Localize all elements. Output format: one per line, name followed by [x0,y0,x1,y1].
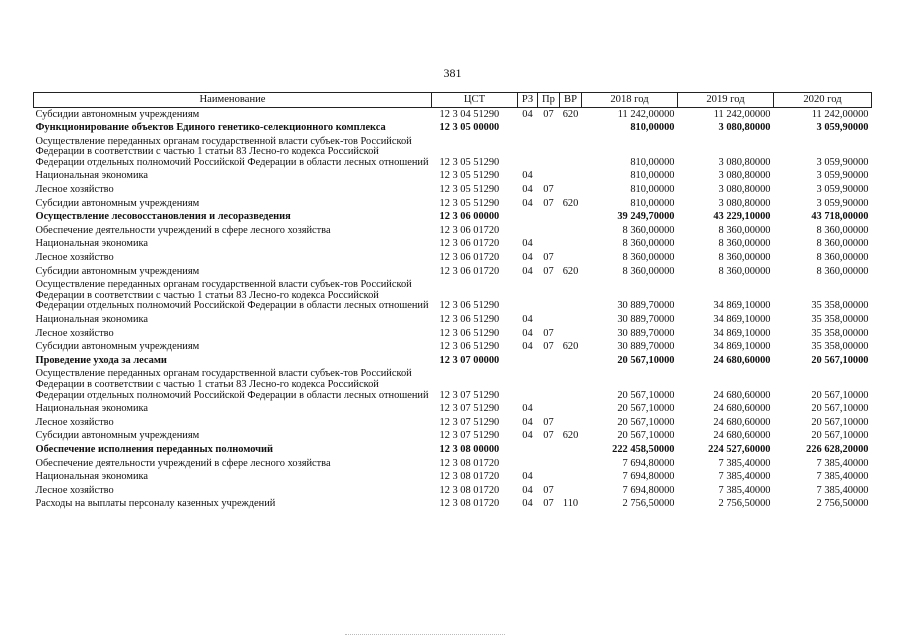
cell-rz [518,135,538,170]
cell-name: Субсидии автономным учреждениям [35,197,200,209]
cell-pr [538,211,560,225]
cell-2018: 39 249,70000 [617,211,675,223]
cell-rz: 04 [522,341,533,353]
cell-2019: 8 360,00000 [718,252,771,264]
page-number: 381 [443,66,462,80]
cell-pr [538,443,560,457]
cell-vr [560,184,582,198]
table-row [34,184,872,198]
cell-name: Функционирование объектов Единого генетико-селекционного комплекса [35,122,386,134]
cell-pr: 07 [543,265,554,277]
cell-2018: 7 694,80000 [622,484,675,496]
cell-2019: 24 680,60000 [713,389,771,401]
cell-vr: 620 [562,265,579,277]
cell-name: Субсидии автономным учреждениям [35,265,200,277]
cell-name: Лесное хозяйство [35,484,114,496]
cell-name: Осуществление переданных органам государственной власти субъек-тов Российской Федерации в соответствии с частью 1 статьи 83 Лесно-го кодекса Российской Федерации отдельных полномочий Российской Федерации в области лесных отношений [35,135,429,168]
cell-pr [538,457,560,471]
table-row [34,197,872,211]
cell-vr [560,484,582,498]
cell-2018: 20 567,10000 [617,389,675,401]
table-row [34,314,872,328]
cell-2018: 7 694,80000 [622,457,675,469]
cell-2018: 20 567,10000 [617,416,675,428]
cell-2020: 226 628,20000 [806,443,869,455]
table-row [34,484,872,498]
cell-rz: 04 [522,170,533,182]
cell-pr: 07 [543,416,554,428]
cell-2018: 8 360,00000 [622,265,675,277]
cell-2020: 20 567,10000 [811,416,869,428]
cell-vr [560,122,582,136]
cell-name: Субсидии автономным учреждениям [35,108,200,120]
cell-pr [538,135,560,170]
cell-name: Расходы на выплаты персоналу казенных учреждений [35,498,276,510]
table-body [34,108,872,512]
cell-2020: 3 059,90000 [816,197,869,209]
cell-2020: 3 059,90000 [816,156,869,168]
table-row [34,238,872,252]
cell-cst: 12 3 05 51290 [439,156,500,168]
cell-2020: 8 360,00000 [816,252,869,264]
cell-name: Проведение ухода за лесами [35,354,167,366]
cell-cst: 12 3 05 51290 [439,197,500,209]
cell-rz: 04 [522,471,533,483]
cell-vr [560,471,582,485]
table-header-row [34,93,872,108]
cell-rz: 04 [522,184,533,196]
table-row [34,252,872,266]
cell-rz [518,279,538,314]
cell-2018: 810,00000 [630,122,675,134]
cell-2018: 2 756,50000 [622,498,675,510]
cell-cst: 12 3 06 01720 [439,238,500,250]
cell-2018: 8 360,00000 [622,238,675,250]
cell-rz: 04 [522,416,533,428]
cell-2018: 7 694,80000 [622,471,675,483]
cell-name: Осуществление лесовосстановления и лесоразведения [35,211,291,223]
cell-cst: 12 3 05 00000 [439,122,500,134]
table-row [34,354,872,368]
cell-rz: 04 [522,498,533,510]
budget-table [33,92,872,511]
cell-2019: 34 869,10000 [713,314,771,325]
table-row [34,430,872,444]
cell-vr [560,314,582,328]
table-row [34,265,872,279]
cell-2018: 20 567,10000 [617,430,675,442]
table-row [34,368,872,403]
cell-2020: 11 242,00000 [811,108,869,120]
cell-pr [538,122,560,136]
cell-rz [518,354,538,368]
cell-rz [518,211,538,225]
cell-cst: 12 3 08 00000 [439,443,500,455]
cell-pr: 07 [543,184,554,196]
cell-cst: 12 3 08 01720 [439,457,500,469]
cell-name: Национальная экономика [35,314,149,325]
table-row [34,279,872,314]
cell-2020: 20 567,10000 [811,403,869,415]
cell-pr [538,354,560,368]
cell-2018: 30 889,70000 [617,300,675,312]
cell-vr [560,457,582,471]
cell-2019: 8 360,00000 [718,224,771,236]
cell-vr [560,211,582,225]
cell-pr: 07 [543,252,554,264]
cell-2019: 3 080,80000 [718,184,771,196]
cell-2018: 30 889,70000 [617,314,675,325]
cell-vr [560,224,582,238]
scan-artifact [345,634,505,637]
cell-rz: 04 [522,314,533,325]
cell-2018: 20 567,10000 [617,354,675,366]
cell-vr: 620 [562,341,579,353]
cell-name: Субсидии автономным учреждениям [35,341,200,353]
cell-2020: 8 360,00000 [816,224,869,236]
cell-2019: 8 360,00000 [718,238,771,250]
cell-name: Национальная экономика [35,170,149,182]
cell-name: Обеспечение деятельности учреждений в сфере лесного хозяйства [35,457,331,469]
cell-rz: 04 [522,197,533,209]
cell-name: Лесное хозяйство [35,416,114,428]
cell-2020: 3 059,90000 [816,170,869,182]
cell-vr [560,252,582,266]
cell-2019: 34 869,10000 [713,300,771,312]
cell-2018: 810,00000 [630,156,675,168]
cell-rz: 04 [522,327,533,339]
header-vr: ВР [560,93,582,108]
cell-2020: 20 567,10000 [811,354,869,366]
cell-2019: 3 080,80000 [718,122,771,134]
cell-2018: 810,00000 [630,197,675,209]
cell-cst: 12 3 06 51290 [439,314,500,325]
cell-pr [538,238,560,252]
cell-2019: 7 385,40000 [718,457,771,469]
cell-rz: 04 [522,484,533,496]
cell-2019: 2 756,50000 [718,498,771,510]
table-row [34,122,872,136]
cell-vr [560,135,582,170]
cell-vr [560,403,582,417]
table-row [34,135,872,170]
cell-2019: 24 680,60000 [713,354,771,366]
table-row [34,327,872,341]
cell-cst: 12 3 06 51290 [439,300,500,312]
cell-name: Национальная экономика [35,403,149,415]
cell-vr [560,368,582,403]
table-row [34,416,872,430]
cell-rz [518,443,538,457]
cell-2019: 7 385,40000 [718,471,771,483]
cell-2019: 224 527,60000 [708,443,771,455]
cell-cst: 12 3 06 00000 [439,211,500,223]
cell-rz: 04 [522,108,533,120]
cell-vr: 620 [562,197,579,209]
cell-cst: 12 3 07 00000 [439,354,500,366]
cell-pr: 07 [543,430,554,442]
table-row [34,211,872,225]
cell-2019: 34 869,10000 [713,327,771,339]
cell-name: Лесное хозяйство [35,327,114,339]
cell-2018: 8 360,00000 [622,252,675,264]
cell-2019: 24 680,60000 [713,416,771,428]
cell-2018: 222 458,50000 [612,443,675,455]
cell-name: Обеспечение исполнения переданных полномочий [35,443,273,455]
cell-pr [538,170,560,184]
cell-pr [538,403,560,417]
table-row [34,170,872,184]
cell-pr: 07 [543,327,554,339]
header-rz: РЗ [518,93,538,108]
cell-vr [560,443,582,457]
cell-pr [538,471,560,485]
header-2020: 2020 год [774,93,872,108]
cell-2018: 30 889,70000 [617,341,675,353]
cell-rz [518,457,538,471]
cell-cst: 12 3 06 01720 [439,265,500,277]
cell-pr: 07 [543,108,554,120]
cell-2018: 20 567,10000 [617,403,675,415]
cell-rz: 04 [522,403,533,415]
cell-vr [560,170,582,184]
cell-vr: 620 [562,430,579,442]
cell-vr [560,238,582,252]
header-name: Наименование [34,93,432,108]
cell-cst: 12 3 08 01720 [439,471,500,483]
cell-vr [560,279,582,314]
cell-2019: 24 680,60000 [713,403,771,415]
cell-cst: 12 3 07 51290 [439,416,500,428]
cell-2019: 43 229,10000 [713,211,771,223]
cell-2020: 43 718,00000 [811,211,869,223]
cell-2019: 3 080,80000 [718,170,771,182]
cell-rz [518,368,538,403]
cell-2020: 20 567,10000 [811,430,869,442]
cell-rz: 04 [522,252,533,264]
cell-vr [560,354,582,368]
cell-2020: 35 358,00000 [811,314,869,325]
cell-cst: 12 3 08 01720 [439,498,500,510]
header-2018: 2018 год [582,93,678,108]
cell-2019: 3 080,80000 [718,156,771,168]
cell-name: Лесное хозяйство [35,252,114,264]
cell-rz [518,122,538,136]
cell-vr: 620 [562,108,579,120]
cell-rz [518,224,538,238]
table-row [34,457,872,471]
cell-2020: 2 756,50000 [816,498,869,510]
cell-cst: 12 3 08 01720 [439,484,500,496]
cell-cst: 12 3 05 51290 [439,170,500,182]
cell-2020: 8 360,00000 [816,265,869,277]
cell-name: Субсидии автономным учреждениям [35,430,200,442]
cell-2019: 24 680,60000 [713,430,771,442]
cell-cst: 12 3 05 51290 [439,184,500,196]
cell-pr [538,224,560,238]
cell-cst: 12 3 07 51290 [439,389,500,401]
cell-rz: 04 [522,430,533,442]
header-cst: ЦСТ [432,93,518,108]
cell-2018: 810,00000 [630,170,675,182]
cell-pr: 07 [543,197,554,209]
cell-cst: 12 3 06 01720 [439,252,500,264]
cell-2020: 35 358,00000 [811,300,869,312]
cell-name: Осуществление переданных органам государственной власти субъек-тов Российской Федерации в соответствии с частью 1 статьи 83 Лесно-го кодекса Российской Федерации отдельных полномочий Российской Федерации в области лесных отношений [35,279,429,312]
cell-cst: 12 3 06 51290 [439,327,500,339]
table-row [34,403,872,417]
cell-2018: 30 889,70000 [617,327,675,339]
cell-2020: 7 385,40000 [816,457,869,469]
cell-name: Лесное хозяйство [35,184,114,196]
cell-pr [538,314,560,328]
cell-2020: 7 385,40000 [816,471,869,483]
cell-2018: 11 242,00000 [617,108,675,120]
cell-name: Национальная экономика [35,471,149,483]
cell-2020: 35 358,00000 [811,341,869,353]
table-row [34,341,872,355]
cell-2020: 3 059,90000 [816,184,869,196]
cell-2020: 7 385,40000 [816,484,869,496]
cell-pr [538,368,560,403]
cell-vr [560,327,582,341]
cell-2020: 35 358,00000 [811,327,869,339]
cell-cst: 12 3 06 51290 [439,341,500,353]
cell-cst: 12 3 06 01720 [439,224,500,236]
cell-2019: 3 080,80000 [718,197,771,209]
table-row [34,443,872,457]
cell-2018: 810,00000 [630,184,675,196]
table-row [34,108,872,122]
cell-2020: 20 567,10000 [811,389,869,401]
cell-pr: 07 [543,484,554,496]
header-2019: 2019 год [678,93,774,108]
table-row [34,498,872,512]
cell-2020: 3 059,90000 [816,122,869,134]
cell-2019: 11 242,00000 [713,108,771,120]
table-row [34,224,872,238]
table-row [34,471,872,485]
cell-2018: 8 360,00000 [622,224,675,236]
cell-2019: 8 360,00000 [718,265,771,277]
cell-rz: 04 [522,265,533,277]
cell-2020: 8 360,00000 [816,238,869,250]
cell-2019: 34 869,10000 [713,341,771,353]
cell-name: Обеспечение деятельности учреждений в сфере лесного хозяйства [35,224,331,236]
cell-pr: 07 [543,341,554,353]
cell-pr: 07 [543,498,554,510]
cell-cst: 12 3 07 51290 [439,403,500,415]
cell-name: Осуществление переданных органам государственной власти субъек-тов Российской Федерации в соответствии с частью 1 статьи 83 Лесно-го кодекса Российской Федерации отдельных полномочий Российской Федерации в области лесных отношений [35,368,429,401]
cell-2019: 7 385,40000 [718,484,771,496]
cell-name: Национальная экономика [35,238,149,250]
cell-rz: 04 [522,238,533,250]
cell-cst: 12 3 07 51290 [439,430,500,442]
cell-vr [560,416,582,430]
header-pr: Пр [538,93,560,108]
cell-pr [538,279,560,314]
cell-cst: 12 3 04 51290 [439,108,500,120]
cell-vr: 110 [562,498,579,510]
